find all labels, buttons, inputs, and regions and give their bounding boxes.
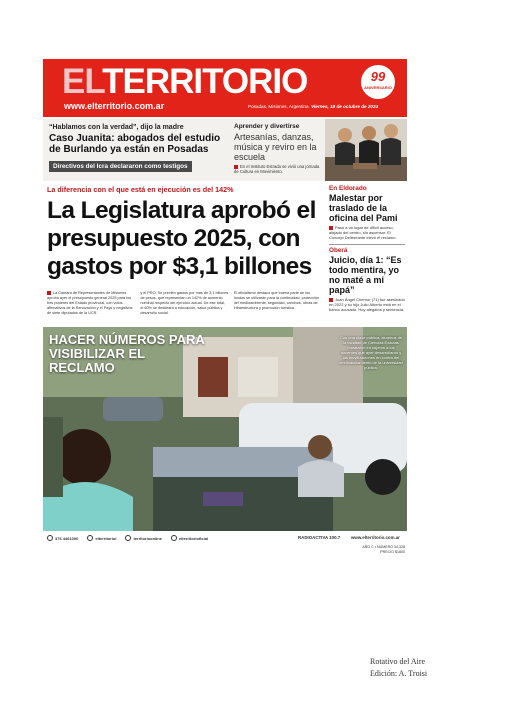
- phone-item: [47, 535, 78, 541]
- radio-logo: RADIOACTIVA 100.7: [298, 535, 341, 540]
- credit-block: [370, 656, 427, 680]
- issue-meta: AÑO C • NÚMERO 34.328 PRECIO $1800: [362, 545, 405, 554]
- top-story: [49, 123, 231, 173]
- lead-photo: [43, 327, 407, 531]
- main-story-columns: [47, 291, 322, 323]
- main-story-headline: La Legislatura aprobó el presupuesto 2025, con gastos por $3,1 billones: [47, 197, 316, 280]
- whatsapp-icon: [47, 535, 53, 541]
- school-photo: [325, 119, 407, 181]
- masthead: [43, 59, 407, 117]
- bullet-icon: [47, 291, 51, 295]
- divider: [329, 244, 405, 245]
- facebook-item: [125, 535, 161, 541]
- side-column: [329, 183, 405, 312]
- side-story-1-body-text: Pasó a un lugar de difícil acceso, alejado del centro, sin ascensor. El Concejo Deliberante elevó el reclamo.: [329, 225, 397, 240]
- credit-line-1: Rotativo del Aire: [370, 657, 426, 666]
- instagram-icon: [171, 535, 177, 541]
- school-story: [234, 123, 324, 174]
- side-story-2-body: [329, 297, 405, 312]
- school-story-body-text: En el Instituto Estrada se vivió una jornada de Cultura en Movimiento.: [234, 164, 320, 174]
- school-story-body: [234, 164, 324, 174]
- side-story-2-kicker: Oberá: [329, 247, 348, 254]
- side-story-1-headline: Malestar por traslado de la oficina del Pami: [329, 193, 398, 223]
- newspaper-front-page: [43, 59, 407, 568]
- phone-number: 376 4461000: [55, 535, 79, 541]
- main-story-col-1: [47, 291, 135, 323]
- masthead-logo: [62, 63, 307, 101]
- photo-caption: Con una clase pública, alumnos de la facultad de Ciencias Exactas mostraron en cajeros a los docentes que ayer desarrollaron y las movilizaciones en contra del desfinanciamiento de la universidad pública.: [339, 335, 403, 370]
- logo-territorio: TERRITORIO: [102, 62, 308, 101]
- x-item: [87, 535, 116, 541]
- anniversary-badge: [361, 65, 395, 99]
- footer-website: www.elterritorio.com.ar: [351, 535, 400, 540]
- social-links: [47, 535, 208, 541]
- school-story-kicker: Aprender y divertirse: [234, 123, 300, 130]
- facebook-handle: territorioonline: [133, 535, 162, 541]
- side-story-1-body: [329, 225, 405, 240]
- side-story-2-body-text: Juan Ángel Chernor (71) fue asesinado en 2022 y su hijo Julio Alberto está en el banco acusado. Hoy alegatos y sentencia.: [329, 297, 405, 312]
- facebook-icon: [125, 535, 131, 541]
- main-story-kicker: La diferencia con el que está en ejecución es del 142%: [47, 185, 234, 194]
- top-story-headline: Caso Juanita: abogados del estudio de Burlando ya están en Posadas: [49, 133, 221, 155]
- x-handle: elterritoriol: [95, 535, 117, 541]
- instagram-item: [171, 535, 208, 541]
- side-story-2-headline: Juicio, día 1: “Es todo mentira, yo no maté a mi papá”: [329, 255, 402, 295]
- badge-text: ANIVERSARIO: [364, 85, 392, 90]
- badge-number: 99: [370, 69, 386, 84]
- dateline-place: Posadas, Misiones, Argentina: [248, 104, 309, 109]
- top-band: [43, 119, 407, 181]
- main-story-col-2: y el PRO. Se previén gastos por más de 3,1 billones de pesos, que representan un 142% de aumento nominal respecto del ejercicio actual. De ese total, el 60% se destinará a educación, salud pública y desarrollo social.: [140, 291, 229, 315]
- top-story-kicker: “Hablamos con la verdad”, dijo la madre: [49, 124, 184, 131]
- logo-el: EL: [62, 62, 103, 101]
- instagram-handle: elterritorioficial: [178, 535, 209, 541]
- side-story-1-kicker: En Eldorado: [329, 185, 367, 192]
- x-icon: [87, 535, 93, 541]
- credit-line-2: Edición: A. Troisi: [370, 669, 428, 678]
- top-story-sub-bar: Directivos del Icra declararon como testigos: [49, 161, 192, 172]
- main-story-col-3: El oficialismo destacó que buena parte de los fondos se utilizarán para la continuidad, protección del medioambiente, seguridad, caminos, obras de infraestructura y promoción turística.: [233, 291, 320, 310]
- col-1-text: La Cámara de Representantes de Misiones aprobó ayer el presupuesto general 2025 para los tres poderes del Estado provincial, con votos afirmativos de la Renovación y el Pays y negativos de siete diputados de la UCR.: [47, 291, 133, 315]
- footer-bar: [43, 533, 407, 545]
- photo-headline: HACER NÚMEROS PARA VISIBILIZAR EL RECLAMO: [49, 332, 205, 375]
- school-story-headline: Artesanías, danzas, música y reviro en la escuela: [234, 132, 317, 162]
- masthead-dateline: [248, 104, 378, 109]
- dateline-date: Viernes, 18 de octubre de 2024: [311, 104, 379, 109]
- masthead-url: www.elterritorio.com.ar: [64, 101, 165, 111]
